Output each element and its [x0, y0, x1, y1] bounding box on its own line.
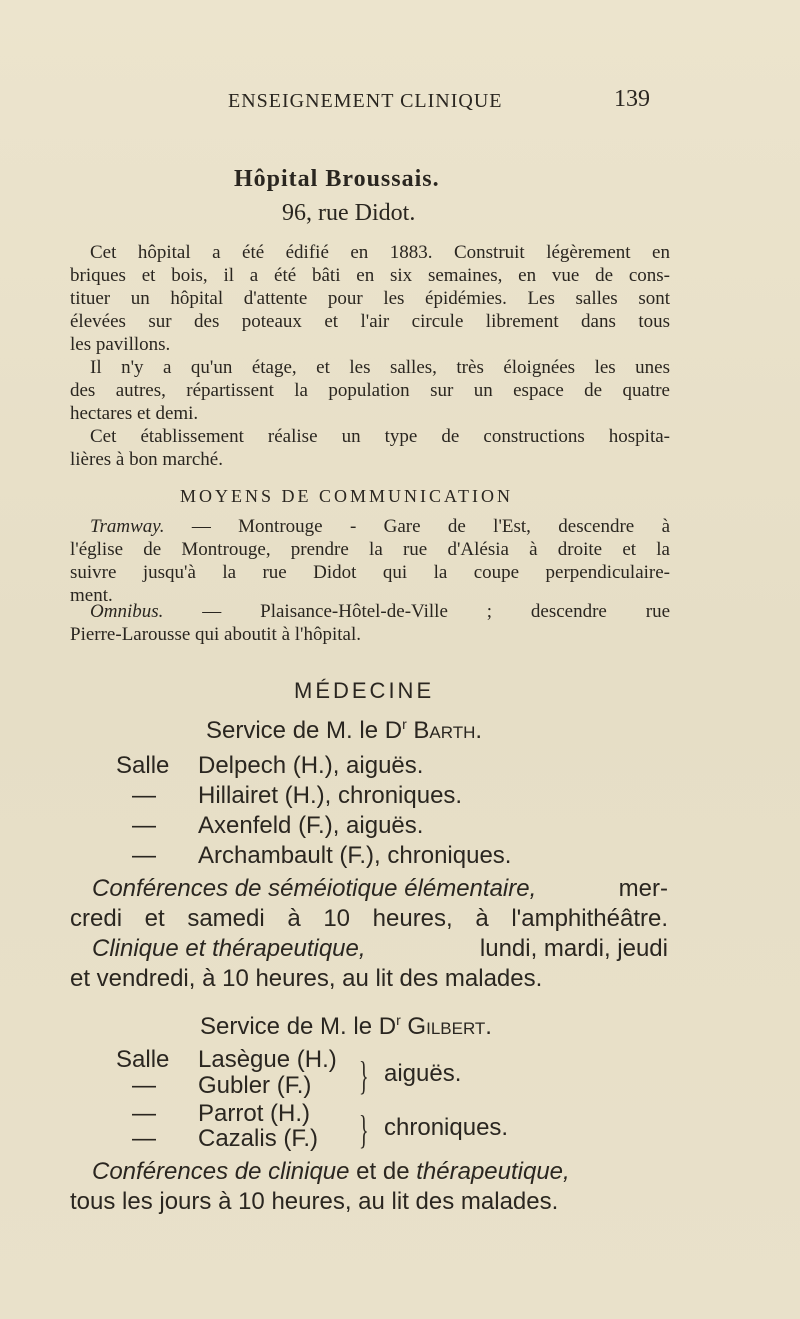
- room-lead: Salle: [116, 752, 170, 779]
- brace-icon: }: [359, 1053, 369, 1098]
- service-barth-title: [206, 716, 482, 745]
- text-segment: — Montrouge - Gare de l'Est, descendre à: [191, 516, 670, 537]
- intro-paragraph-1: [70, 241, 670, 356]
- medecine-heading: MÉDECINE: [294, 678, 435, 703]
- intro-paragraph-2: [70, 356, 670, 425]
- room-entry: Parrot (H.): [198, 1100, 311, 1127]
- group-label: chroniques.: [384, 1114, 509, 1141]
- text-line: lières à bon marché.: [70, 449, 223, 470]
- text-line: [70, 515, 670, 538]
- room-entry: Lasègue (H.): [198, 1046, 337, 1073]
- text-line: Pierre-Larousse qui aboutit à l'hôpital.: [70, 624, 361, 645]
- conference-title: Conférences de séméiotique élémentaire,: [92, 875, 537, 902]
- title-prefix: Service de M. le D: [206, 717, 403, 744]
- conference-line-2: tous les jours à 10 heures, au lit des malades.: [70, 1188, 559, 1215]
- text-line: l'église de Montrouge, prendre la rue d'Alésia à droite et la: [70, 539, 670, 560]
- text-line: ment.: [70, 585, 113, 606]
- room-lead: —: [132, 1100, 156, 1127]
- text-line: élevées sur des poteaux et l'air circule librement dans tous: [70, 311, 670, 332]
- text-segment: — Plaisance-Hôtel-de-Ville ; descendre rue: [202, 601, 670, 622]
- text-line: Il n'y a qu'un étage, et les salles, très éloignées les unes: [90, 357, 670, 378]
- title-sup: r: [402, 716, 407, 732]
- text-line: Cet hôpital a été édifié en 1883. Construit légèrement en: [90, 242, 670, 263]
- conference-line-2: credi et samedi à 10 heures, à l'amphithéâtre.: [70, 905, 668, 932]
- doctor-name: Gilbert.: [407, 1013, 492, 1040]
- omnibus-label: Omnibus.: [90, 601, 164, 622]
- text-segment: mer-: [618, 875, 668, 902]
- text-line: les pavillons.: [70, 334, 171, 355]
- title-prefix: Service de M. le D: [200, 1013, 397, 1040]
- clinique-line-2: et vendredi, à 10 heures, au lit des malades.: [70, 965, 543, 992]
- text-line: tituer un hôpital d'attente pour les épidémies. Les salles sont: [70, 288, 670, 309]
- transport-heading: MOYENS DE COMMUNICATION: [180, 486, 514, 506]
- omnibus-paragraph: [70, 600, 670, 646]
- room-entry: Cazalis (F.): [198, 1125, 319, 1152]
- text-segment: lundi, mardi, jeudi: [479, 935, 668, 962]
- clinique-title: Clinique et thérapeutique,: [92, 935, 366, 962]
- text-segment: et de: [356, 1158, 410, 1185]
- room-entry: Delpech (H.), aiguës.: [198, 752, 424, 779]
- group-label: aiguës.: [384, 1060, 462, 1087]
- hospital-address: 96, rue Didot.: [282, 200, 416, 226]
- conference-line-1: [92, 875, 668, 903]
- intro-paragraph-3: [70, 425, 670, 471]
- tramway-label: Tramway.: [90, 516, 165, 537]
- brace-icon: }: [359, 1107, 369, 1152]
- text-line: hectares et demi.: [70, 403, 199, 424]
- text-line: [70, 600, 670, 623]
- room-lead: —: [132, 842, 156, 869]
- hospital-title: Hôpital Broussais.: [234, 166, 440, 192]
- running-title: ENSEIGNEMENT CLINIQUE: [228, 90, 503, 112]
- room-entry: Gubler (F.): [198, 1072, 312, 1099]
- conference-title: thérapeutique,: [416, 1158, 570, 1185]
- page-number: 139: [614, 86, 650, 112]
- tramway-paragraph: [70, 515, 670, 607]
- room-lead: —: [132, 782, 156, 809]
- text-line: Cet établissement réalise un type de constructions hospita-: [90, 426, 670, 447]
- doctor-name: Barth.: [413, 717, 483, 744]
- room-entry: Archambault (F.), chroniques.: [198, 842, 512, 869]
- room-lead: —: [132, 812, 156, 839]
- room-entry: Axenfeld (F.), aiguës.: [198, 812, 424, 839]
- room-lead: —: [132, 1072, 156, 1099]
- service-gilbert-title: [200, 1012, 492, 1041]
- text-line: briques et bois, il a été bâti en six semaines, en vue de cons-: [70, 265, 670, 286]
- conference-title: Conférences de clinique: [92, 1158, 350, 1185]
- clinique-line-1: [92, 935, 668, 963]
- text-line: suivre jusqu'à la rue Didot qui la coupe perpendiculaire-: [70, 562, 670, 583]
- title-sup: r: [396, 1012, 401, 1028]
- room-lead: —: [132, 1125, 156, 1152]
- room-entry: Hillairet (H.), chroniques.: [198, 782, 463, 809]
- conference-line-1: [92, 1158, 570, 1186]
- room-lead: Salle: [116, 1046, 170, 1073]
- text-line: des autres, répartissent la population sur un espace de quatre: [70, 380, 670, 401]
